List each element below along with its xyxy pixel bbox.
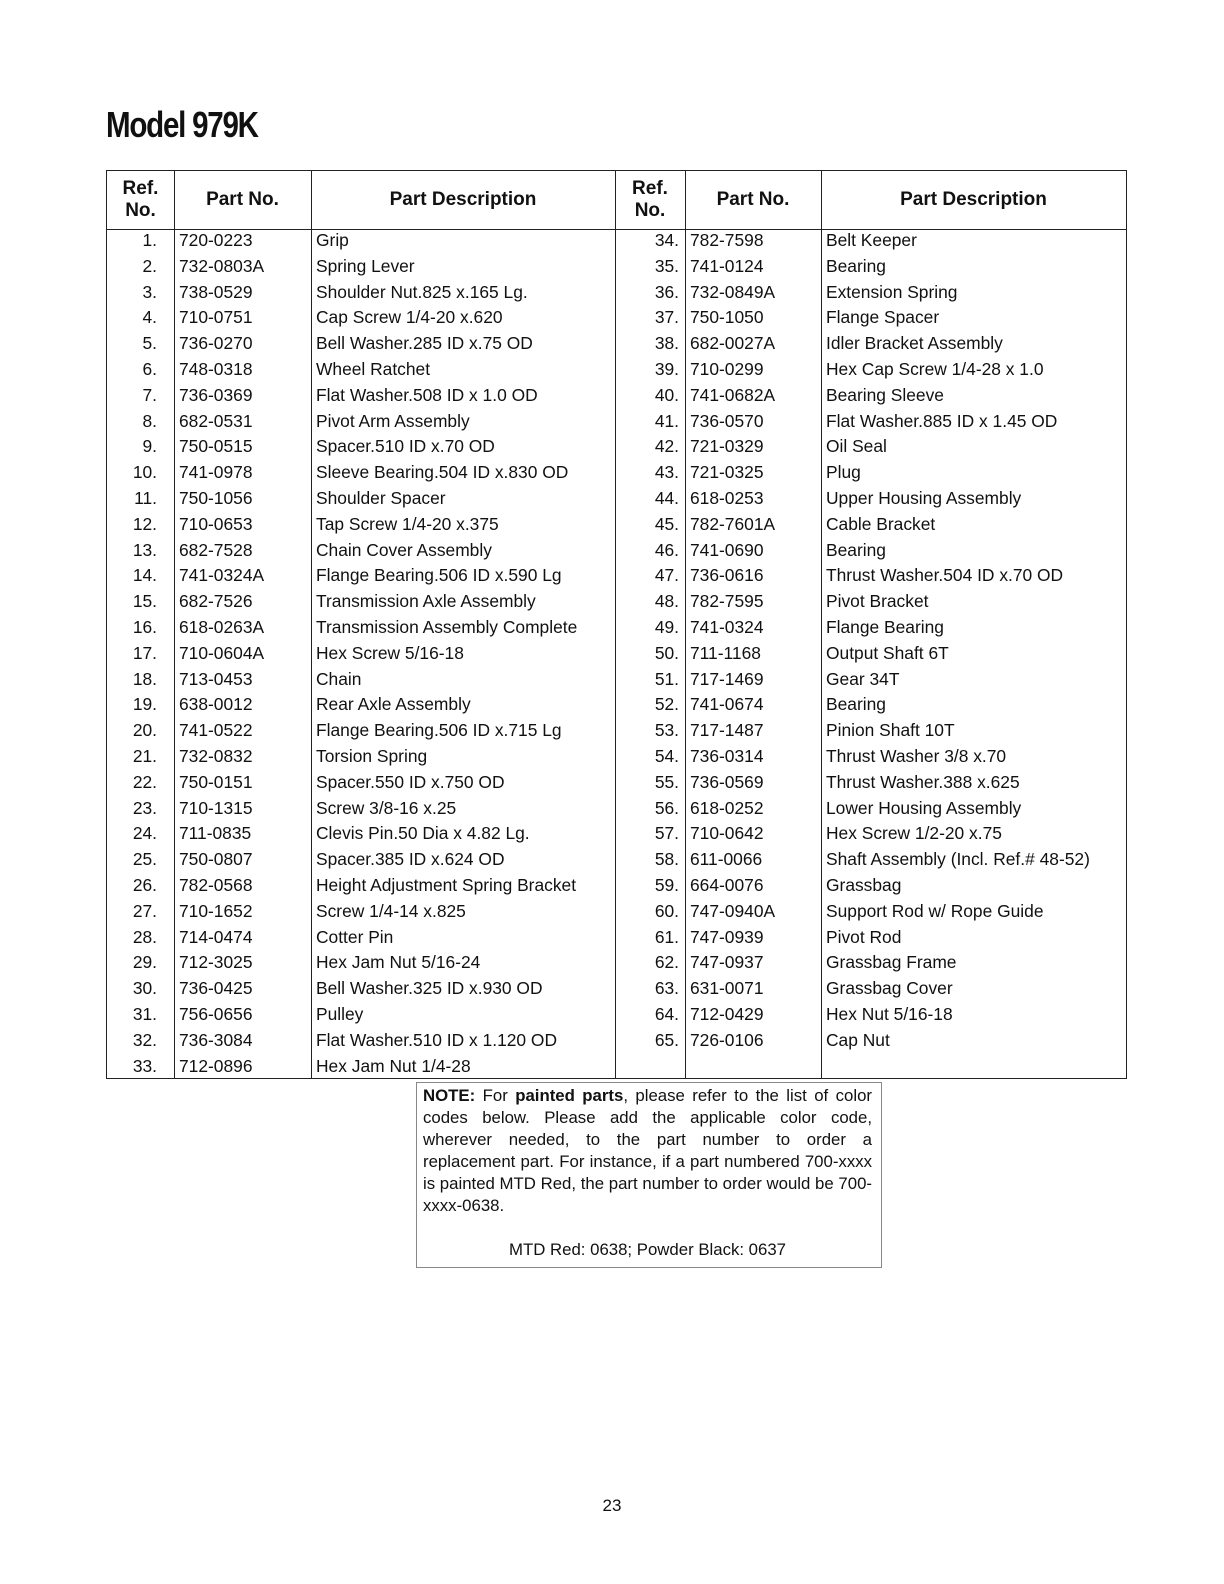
cell-ref: 42. bbox=[654, 436, 679, 457]
cell-ref: 55. bbox=[654, 771, 679, 792]
cell-desc: Hex Jam Nut 1/4-28 bbox=[316, 1055, 471, 1076]
cell-ref: 56. bbox=[654, 797, 679, 818]
table-row bbox=[107, 564, 1126, 590]
table-row bbox=[107, 1003, 1126, 1029]
cell-ref: 30. bbox=[132, 978, 157, 999]
cell-part: 741-0124 bbox=[690, 255, 764, 276]
cell-desc: Extension Spring bbox=[826, 281, 958, 302]
cell-part: 682-0027A bbox=[690, 333, 776, 354]
cell-desc: Hex Screw 1/2-20 x.75 bbox=[826, 823, 1002, 844]
cell-desc: Hex Screw 5/16-18 bbox=[316, 642, 464, 663]
header-part-no: Part No. bbox=[716, 189, 790, 210]
table-row bbox=[107, 745, 1126, 771]
cell-desc: Shaft Assembly (Incl. Ref.# 48-52) bbox=[826, 849, 1090, 870]
cell-ref: 11. bbox=[134, 488, 157, 508]
cell-desc: Flange Bearing.506 ID x.590 Lg bbox=[316, 565, 562, 586]
cell-part: 747-0937 bbox=[690, 952, 764, 973]
table-row bbox=[107, 229, 1126, 255]
cell-ref: 15. bbox=[132, 591, 157, 612]
painted-parts-note bbox=[416, 1082, 882, 1268]
cell-ref: 44. bbox=[654, 488, 679, 508]
cell-desc: Support Rod w/ Rope Guide bbox=[826, 900, 1044, 921]
table-row bbox=[107, 693, 1126, 719]
cell-desc: Flange Bearing bbox=[826, 617, 944, 637]
table-row bbox=[107, 384, 1126, 410]
cell-ref: 8. bbox=[142, 410, 157, 431]
cell-part: 736-3084 bbox=[179, 1029, 253, 1050]
cell-part: 726-0106 bbox=[690, 1029, 764, 1050]
table-row bbox=[107, 977, 1126, 1003]
cell-part: 732-0832 bbox=[179, 746, 253, 766]
cell-desc: Gear 34T bbox=[826, 668, 900, 689]
cell-ref: 47. bbox=[654, 565, 679, 586]
cell-desc: Bearing bbox=[826, 694, 886, 715]
cell-part: 750-0515 bbox=[179, 436, 253, 457]
table-row bbox=[107, 668, 1126, 694]
cell-ref: 61. bbox=[654, 926, 679, 947]
cell-part: 741-0674 bbox=[690, 694, 764, 715]
cell-part: 782-7598 bbox=[690, 230, 764, 250]
cell-part: 710-0299 bbox=[690, 359, 764, 379]
cell-ref: 57. bbox=[654, 823, 679, 844]
cell-part: 710-0653 bbox=[179, 513, 253, 534]
cell-ref: 48. bbox=[654, 591, 679, 612]
cell-part: 741-0324 bbox=[690, 617, 764, 637]
cell-ref: 27. bbox=[132, 900, 157, 921]
cell-ref: 52. bbox=[654, 694, 679, 715]
cell-desc: Shoulder Nut.825 x.165 Lg. bbox=[316, 281, 528, 302]
cell-desc: Clevis Pin.50 Dia x 4.82 Lg. bbox=[316, 823, 530, 844]
cell-part: 741-0682A bbox=[690, 384, 776, 405]
cell-ref: 3. bbox=[142, 281, 157, 302]
cell-ref: 31. bbox=[132, 1004, 157, 1024]
cell-ref: 17. bbox=[132, 642, 157, 663]
cell-desc: Bell Washer.325 ID x.930 OD bbox=[316, 978, 543, 999]
note-emphasis: painted parts bbox=[515, 1086, 624, 1105]
cell-desc: Spacer.510 ID x.70 OD bbox=[316, 436, 495, 457]
table-row bbox=[107, 1029, 1126, 1055]
cell-ref: 4. bbox=[142, 307, 157, 328]
cell-ref: 36. bbox=[654, 281, 679, 302]
cell-ref: 38. bbox=[654, 333, 679, 354]
cell-part: 748-0318 bbox=[179, 359, 253, 379]
cell-ref: 41. bbox=[654, 410, 679, 431]
cell-ref: 63. bbox=[654, 978, 679, 999]
cell-ref: 43. bbox=[654, 462, 679, 483]
cell-ref: 40. bbox=[654, 384, 679, 405]
parts-table bbox=[106, 170, 1127, 1079]
cell-part: 782-0568 bbox=[179, 875, 253, 895]
cell-part: 711-1168 bbox=[690, 642, 761, 663]
cell-desc: Flange Bearing.506 ID x.715 Lg bbox=[316, 720, 562, 741]
page-title: Model 979K bbox=[106, 104, 258, 145]
cell-desc: Height Adjustment Spring Bracket bbox=[316, 875, 577, 895]
cell-ref: 13. bbox=[132, 539, 157, 560]
table-row bbox=[107, 642, 1126, 668]
cell-part: 710-0604A bbox=[179, 642, 265, 663]
cell-ref: 5. bbox=[142, 333, 157, 354]
note-label: NOTE: bbox=[423, 1086, 476, 1105]
cell-desc: Grip bbox=[316, 230, 349, 250]
cell-ref: 29. bbox=[132, 952, 157, 973]
cell-desc: Grassbag bbox=[826, 875, 902, 895]
header-ref-line1: Ref. bbox=[632, 178, 668, 199]
table-row bbox=[107, 874, 1126, 900]
cell-part: 747-0939 bbox=[690, 926, 764, 947]
cell-desc: Hex Cap Screw 1/4-28 x 1.0 bbox=[826, 359, 1044, 379]
cell-part: 747-0940A bbox=[690, 900, 776, 921]
cell-desc: Spacer.550 ID x.750 OD bbox=[316, 771, 505, 792]
cell-desc: Pulley bbox=[316, 1004, 364, 1024]
cell-ref: 12. bbox=[132, 513, 157, 534]
header-ref-line2: No. bbox=[634, 200, 666, 221]
cell-ref: 16. bbox=[132, 617, 157, 637]
note-text-2: , please refer to the list of color codes below. Please add the applicable color code, wherever needed, to the part number to order a replacement part. For instance, if a part numbered 700-xxxx is painted MTD Red, the part number to order would be 700-xxxx-0638. bbox=[423, 1086, 872, 1215]
cell-ref: 50. bbox=[654, 642, 679, 663]
cell-desc: Pivot Arm Assembly bbox=[316, 410, 470, 431]
cell-part: 711-0835 bbox=[179, 823, 252, 844]
cell-part: 750-1056 bbox=[179, 488, 253, 508]
cell-desc: Cap Screw 1/4-20 x.620 bbox=[316, 307, 503, 328]
cell-desc: Cap Nut bbox=[826, 1029, 890, 1050]
cell-ref: 32. bbox=[132, 1029, 157, 1050]
cell-part: 611-0066 bbox=[690, 849, 763, 870]
cell-part: 710-1315 bbox=[179, 797, 253, 818]
color-codes: MTD Red: 0638; Powder Black: 0637 bbox=[508, 1240, 787, 1259]
table-row bbox=[107, 306, 1126, 332]
cell-desc: Torsion Spring bbox=[316, 746, 428, 766]
cell-part: 750-1050 bbox=[690, 307, 764, 328]
cell-ref: 19. bbox=[132, 694, 157, 715]
cell-ref: 1. bbox=[142, 230, 157, 250]
cell-part: 618-0253 bbox=[690, 488, 764, 508]
cell-desc: Thrust Washer.504 ID x.70 OD bbox=[826, 565, 1064, 586]
cell-ref: 37. bbox=[654, 307, 679, 328]
table-row bbox=[107, 281, 1126, 307]
cell-part: 741-0978 bbox=[179, 462, 253, 483]
cell-part: 720-0223 bbox=[179, 230, 253, 250]
cell-part: 710-0642 bbox=[690, 823, 764, 844]
cell-desc: Spacer.385 ID x.624 OD bbox=[316, 849, 505, 870]
cell-desc: Pinion Shaft 10T bbox=[826, 720, 955, 741]
cell-ref: 35. bbox=[654, 255, 679, 276]
cell-part: 756-0656 bbox=[179, 1004, 253, 1024]
cell-desc: Flat Washer.510 ID x 1.120 OD bbox=[316, 1029, 557, 1050]
cell-ref: 53. bbox=[654, 720, 679, 741]
header-ref-line1: Ref. bbox=[122, 178, 159, 199]
cell-part: 782-7601A bbox=[690, 513, 776, 534]
cell-part: 736-0570 bbox=[690, 410, 764, 431]
cell-desc: Screw 3/8-16 x.25 bbox=[316, 797, 457, 818]
cell-desc: Hex Nut 5/16-18 bbox=[826, 1004, 953, 1024]
cell-part: 618-0252 bbox=[690, 797, 764, 818]
table-row bbox=[107, 435, 1126, 461]
cell-desc: Tap Screw 1/4-20 x.375 bbox=[316, 513, 499, 534]
cell-part: 736-0369 bbox=[179, 384, 253, 405]
cell-desc: Hex Jam Nut 5/16-24 bbox=[316, 952, 481, 973]
cell-desc: Thrust Washer 3/8 x.70 bbox=[826, 746, 1007, 766]
cell-desc: Transmission Assembly Complete bbox=[316, 617, 578, 637]
table-row bbox=[107, 900, 1126, 926]
cell-desc: Bell Washer.285 ID x.75 OD bbox=[316, 333, 533, 354]
cell-ref: 59. bbox=[654, 875, 679, 895]
header-ref-line2: No. bbox=[125, 200, 156, 221]
cell-desc: Rear Axle Assembly bbox=[316, 694, 471, 715]
table-row bbox=[107, 487, 1126, 513]
cell-part: 618-0263A bbox=[179, 617, 265, 637]
cell-part: 732-0849A bbox=[690, 281, 776, 302]
cell-desc: Grassbag Frame bbox=[826, 952, 957, 973]
cell-ref: 7. bbox=[142, 384, 157, 405]
cell-ref: 34. bbox=[654, 230, 679, 250]
cell-desc: Pivot Bracket bbox=[826, 591, 929, 612]
cell-ref: 28. bbox=[132, 926, 157, 947]
table-row bbox=[107, 719, 1126, 745]
cell-part: 631-0071 bbox=[690, 978, 764, 999]
note-text bbox=[423, 1085, 872, 1217]
cell-part: 682-0531 bbox=[179, 410, 253, 431]
cell-part: 741-0690 bbox=[690, 539, 764, 560]
header-description: Part Description bbox=[389, 189, 537, 210]
cell-part: 736-0270 bbox=[179, 333, 253, 354]
cell-desc: Upper Housing Assembly bbox=[826, 488, 1022, 508]
cell-desc: Flange Spacer bbox=[826, 307, 940, 328]
cell-ref: 9. bbox=[142, 436, 157, 457]
cell-ref: 22. bbox=[132, 771, 157, 792]
table-row bbox=[107, 590, 1126, 616]
cell-desc: Pivot Rod bbox=[826, 926, 902, 947]
cell-desc: Output Shaft 6T bbox=[826, 642, 949, 663]
cell-ref: 58. bbox=[654, 849, 679, 870]
cell-ref: 64. bbox=[654, 1004, 679, 1024]
cell-ref: 39. bbox=[654, 359, 679, 379]
cell-part: 750-0151 bbox=[179, 771, 253, 792]
cell-desc: Transmission Axle Assembly bbox=[316, 591, 536, 612]
table-row bbox=[107, 822, 1126, 848]
cell-part: 736-0569 bbox=[690, 771, 764, 792]
cell-ref: 2. bbox=[142, 255, 157, 276]
cell-desc: Spring Lever bbox=[316, 255, 415, 276]
cell-part: 710-0751 bbox=[179, 307, 253, 328]
cell-part: 721-0329 bbox=[690, 436, 764, 457]
cell-ref: 54. bbox=[654, 746, 679, 766]
cell-ref: 62. bbox=[654, 952, 679, 973]
cell-desc: Plug bbox=[826, 462, 861, 483]
cell-part: 664-0076 bbox=[690, 875, 764, 895]
cell-ref: 60. bbox=[654, 900, 679, 921]
cell-part: 710-1652 bbox=[179, 900, 253, 921]
cell-ref: 23. bbox=[132, 797, 157, 818]
cell-desc: Shoulder Spacer bbox=[316, 488, 446, 508]
header-part-no: Part No. bbox=[206, 189, 279, 210]
cell-part: 638-0012 bbox=[179, 694, 253, 715]
cell-desc: Thrust Washer.388 x.625 bbox=[826, 771, 1020, 792]
cell-part: 682-7528 bbox=[179, 539, 253, 560]
cell-ref: 25. bbox=[132, 849, 157, 870]
cell-desc: Wheel Ratchet bbox=[316, 359, 431, 379]
table-row bbox=[107, 332, 1126, 358]
header-ref-no bbox=[107, 171, 174, 229]
cell-part: 736-0425 bbox=[179, 978, 253, 999]
cell-part: 741-0324A bbox=[179, 565, 265, 586]
cell-part: 736-0616 bbox=[690, 565, 764, 586]
table-row bbox=[107, 951, 1126, 977]
cell-ref: 51. bbox=[654, 668, 679, 689]
cell-part: 682-7526 bbox=[179, 591, 253, 612]
cell-part: 712-0896 bbox=[179, 1055, 253, 1076]
page-number: 23 bbox=[602, 1496, 622, 1515]
note-text-1: For bbox=[475, 1086, 516, 1105]
cell-ref: 46. bbox=[654, 539, 679, 560]
table-row bbox=[107, 848, 1126, 874]
cell-part: 712-3025 bbox=[179, 952, 253, 973]
table-row bbox=[107, 539, 1126, 565]
cell-part: 738-0529 bbox=[179, 281, 253, 302]
table-row bbox=[107, 616, 1126, 642]
cell-desc: Flat Washer.885 ID x 1.45 OD bbox=[826, 410, 1058, 431]
cell-part: 741-0522 bbox=[179, 720, 253, 741]
table-row bbox=[107, 771, 1126, 797]
table-row bbox=[107, 410, 1126, 436]
cell-part: 717-1487 bbox=[690, 720, 764, 741]
cell-part: 721-0325 bbox=[690, 462, 764, 483]
table-row bbox=[107, 358, 1126, 384]
table-row bbox=[107, 1055, 1126, 1081]
cell-desc: Screw 1/4-14 x.825 bbox=[316, 900, 466, 921]
cell-part: 713-0453 bbox=[179, 668, 253, 689]
cell-part: 732-0803A bbox=[179, 255, 265, 276]
cell-part: 782-7595 bbox=[690, 591, 764, 612]
cell-desc: Flat Washer.508 ID x 1.0 OD bbox=[316, 384, 538, 405]
cell-desc: Idler Bracket Assembly bbox=[826, 333, 1003, 354]
cell-part: 717-1469 bbox=[690, 668, 764, 689]
cell-part: 712-0429 bbox=[690, 1004, 764, 1024]
table-row bbox=[107, 255, 1126, 281]
cell-ref: 49. bbox=[654, 617, 679, 637]
header-ref-no bbox=[615, 171, 685, 229]
table-row bbox=[107, 797, 1126, 823]
cell-ref: 33. bbox=[132, 1055, 157, 1076]
cell-ref: 65. bbox=[654, 1029, 679, 1050]
table-row bbox=[107, 461, 1126, 487]
cell-desc: Chain bbox=[316, 668, 362, 689]
cell-ref: 14. bbox=[132, 565, 157, 586]
cell-ref: 6. bbox=[142, 359, 157, 379]
cell-desc: Bearing bbox=[826, 539, 886, 560]
cell-desc: Grassbag Cover bbox=[826, 978, 953, 999]
cell-desc: Cotter Pin bbox=[316, 926, 394, 947]
header-description: Part Description bbox=[900, 189, 1047, 210]
cell-part: 714-0474 bbox=[179, 926, 253, 947]
cell-desc: Lower Housing Assembly bbox=[826, 797, 1022, 818]
cell-ref: 20. bbox=[132, 720, 157, 741]
table-row bbox=[107, 513, 1126, 539]
cell-desc: Belt Keeper bbox=[826, 230, 917, 250]
cell-ref: 24. bbox=[132, 823, 157, 844]
cell-ref: 45. bbox=[654, 513, 679, 534]
cell-ref: 21. bbox=[132, 746, 157, 766]
cell-desc: Bearing Sleeve bbox=[826, 384, 944, 405]
cell-desc: Oil Seal bbox=[826, 436, 887, 457]
cell-desc: Bearing bbox=[826, 255, 886, 276]
cell-desc: Sleeve Bearing.504 ID x.830 OD bbox=[316, 462, 569, 483]
cell-part: 750-0807 bbox=[179, 849, 253, 870]
cell-desc: Chain Cover Assembly bbox=[316, 539, 492, 560]
cell-ref: 10. bbox=[132, 462, 157, 483]
cell-desc: Cable Bracket bbox=[826, 513, 936, 534]
cell-part: 736-0314 bbox=[690, 746, 764, 766]
cell-ref: 26. bbox=[132, 875, 157, 895]
cell-ref: 18. bbox=[132, 668, 157, 689]
table-row bbox=[107, 926, 1126, 952]
